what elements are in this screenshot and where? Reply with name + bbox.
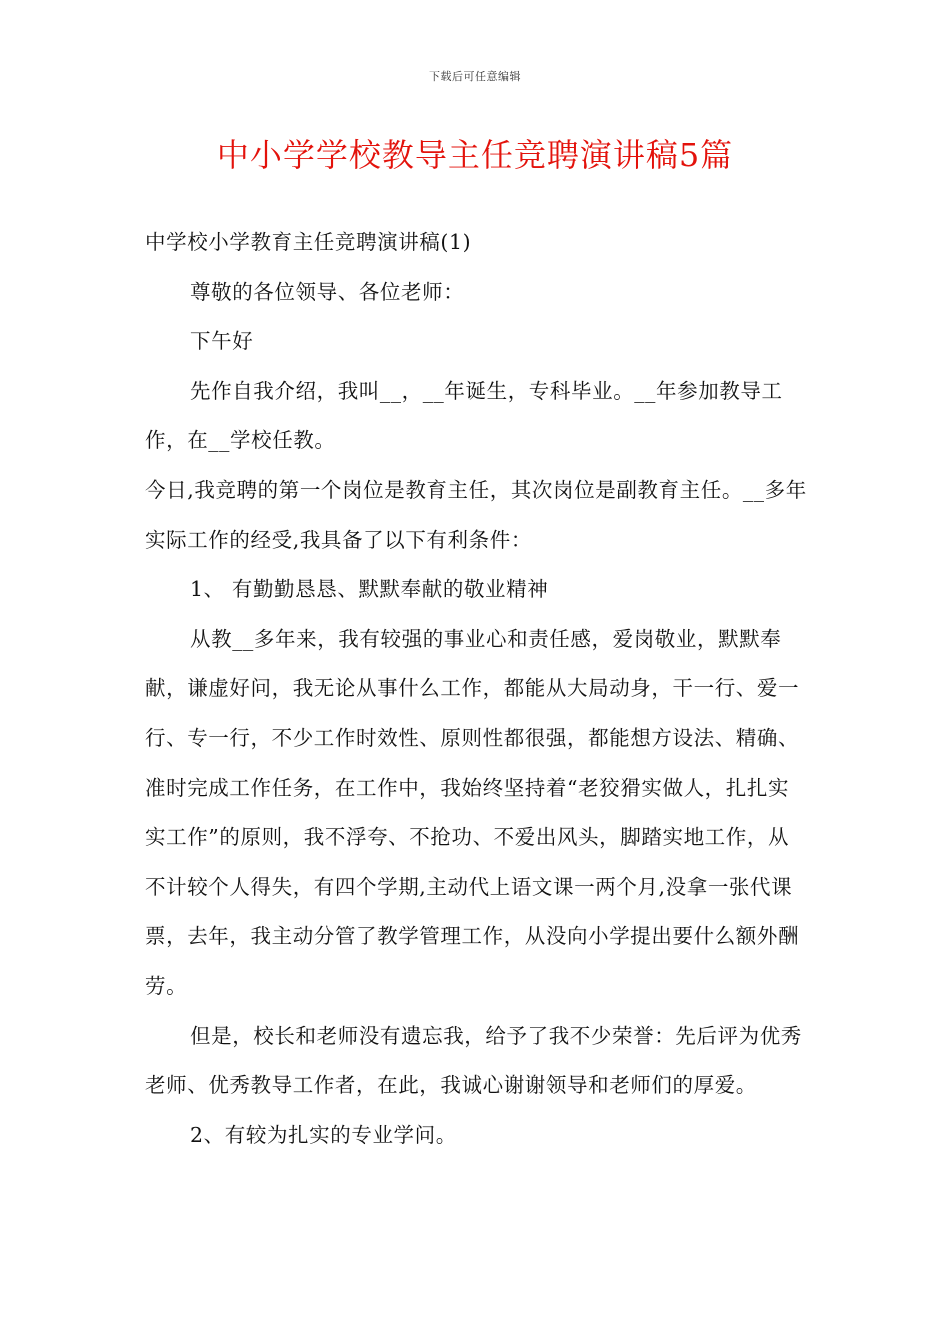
paragraph-honors: 但是，校长和老师没有遗忘我，给予了我不少荣誉：先后评为优秀老师、优秀教导工作者，在此，我诚心谢谢领导和老师们的厚爱。 [145,1023,802,1098]
list-item-1: 1、 有勤勤恳恳、默默奉献的敬业精神 [190,577,549,602]
paragraph-intro: 先作自我介绍，我叫__，__年诞生，专科毕业。__年参加教导工作，在__学校任教。 [145,378,783,453]
list-item-2: 2、有较为扎实的专业学问。 [190,1122,457,1147]
salutation: 尊敬的各位领导、各位老师： [190,279,465,304]
paragraph-position: 今日,我竞聘的第一个岗位是教育主任，其次岗位是副教育主任。__多年实际工作的经受,我具备了以下有利条件： [145,477,807,552]
greeting: 下午好 [190,329,254,354]
header-note: 下载后可任意编辑 [429,70,521,83]
document-body [145,218,810,1160]
section-heading: 中学校小学教育主任竞聘演讲稿(1) [145,230,472,254]
paragraph-dedication: 从教__多年来，我有较强的事业心和责任感，爱岗敬业，默默奉献，谦虚好问，我无论从事什么工作，都能从大局动身，干一行、爱一行、专一行，不少工作时效性、原则性都很强，都能想方设法、精确、准时完成工作任务，在工作中，我始终坚持着“老狡猾实做人，扎扎实实工作”的原则，我不浮夸、不抢功、不爱出风头，脚踏实地工作，从不计较个人得失，有四个学期,主动代上语文课一两个月,没拿一张代课票，去年，我主动分管了教学管理工作，从没向小学提出要什么额外酬劳。 [145,626,800,998]
document-title: 中小学学校教导主任竞聘演讲稿5篇 [216,136,734,174]
